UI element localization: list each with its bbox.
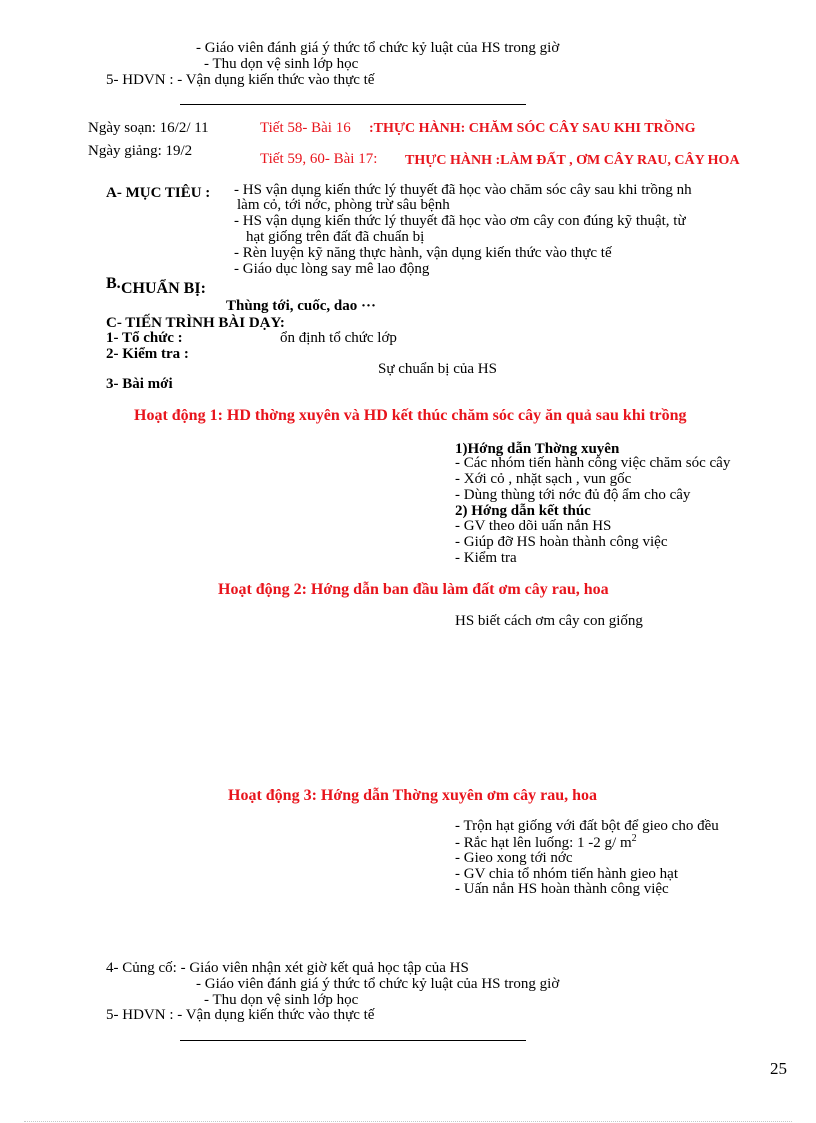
hd3-item-4: - GV chia tổ nhóm tiến hành gieo hạt [455, 866, 679, 882]
cung-co: 4- Củng cố: - Giáo viên nhận xét giờ kết quả học tập của HS [106, 960, 469, 976]
tien-trinh-heading: C- TIẾN TRÌNH BÀI DẠY: [106, 315, 285, 331]
hd1-item-2: - Xới cỏ , nhặt sạch , vun gốc [455, 471, 632, 487]
hd3-item-5: - Uấn nắn HS hoàn thành công việc [455, 881, 669, 897]
hd1-item-4: - GV theo dõi uấn nắn HS [455, 518, 612, 534]
kiem-tra-value: Sự chuẩn bị của HS [378, 361, 497, 377]
ngay-soan: Ngày soạn: 16/2/ 11 [88, 120, 209, 136]
hd3-item-2 [455, 835, 637, 851]
hd3-item-1: - Trộn hạt giống với đất bột để gieo cho đều [455, 818, 719, 834]
muc-tieu-item-3: - Rèn luyện kỹ năng thực hành, vận dụng kiến thức vào thực tế [234, 245, 612, 261]
top-divider [180, 104, 526, 105]
muc-tieu-item-2b: hạt giống trên đất đã chuẩn bị [246, 229, 425, 245]
hd3-item-2-text: - Rắc hạt lên luống: 1 -2 g/ m [455, 835, 632, 851]
bottom-line-1: - Giáo viên đánh giá ý thức tổ chức kỷ luật của HS trong giờ [196, 976, 560, 992]
kiem-tra-label: 2- Kiểm tra : [106, 346, 189, 362]
tiet-1-title: :THỰC HÀNH: CHĂM SÓC CÂY SAU KHI TRỒNG [369, 121, 696, 136]
muc-tieu-item-4: - Giáo dục lòng say mê lao động [234, 261, 430, 277]
hd1-item-1: - Các nhóm tiến hành công việc chăm sóc cây [455, 455, 731, 471]
bottom-hdvn: 5- HDVN : - Vận dụng kiến thức vào thực tế [106, 1007, 375, 1023]
hoat-dong-2-title: Hoạt động 2: Hớng dẫn ban đầu làm đất ơm cây rau, hoa [218, 581, 609, 598]
to-chuc-value: ổn định tổ chức lớp [280, 330, 397, 346]
top-line-1: - Giáo viên đánh giá ý thức tổ chức kỷ luật của HS trong giờ [196, 40, 560, 56]
hoat-dong-3-title: Hoạt động 3: Hớng dẫn Thờng xuyên ơm cây rau, hoa [228, 787, 598, 804]
chuan-bi-content: Thùng tới, cuốc, dao ··· [226, 298, 377, 314]
hoat-dong-1-title: Hoạt động 1: HD thờng xuyên và HD kết thúc chăm sóc cây ăn quả sau khi trồng [134, 407, 687, 424]
hd1-item-6: - Kiểm tra [455, 550, 517, 566]
hd3-item-2-sup: 2 [631, 833, 637, 844]
top-line-2: - Thu dọn vệ sinh lớp học [204, 56, 359, 72]
to-chuc-label: 1- Tổ chức : [106, 330, 183, 346]
bottom-divider [180, 1040, 526, 1041]
muc-tieu-item-1: - HS vận dụng kiến thức lý thuyết đã học vào chăm sóc cây sau khi trồng nh [234, 182, 692, 198]
ngay-giang: Ngày giảng: 19/2 [88, 143, 193, 159]
chuan-bi-letter: B. [106, 275, 121, 292]
hd1-sub-1: 1)Hớng dẫn Thờng xuyên [455, 441, 620, 457]
bottom-line-2: - Thu dọn vệ sinh lớp học [204, 992, 359, 1008]
hd3-item-3: - Gieo xong tới nớc [455, 850, 573, 866]
muc-tieu-item-1b: làm cỏ, tới nớc, phòng trừ sâu bệnh [237, 197, 450, 213]
muc-tieu-heading: A- MỤC TIÊU : [106, 185, 211, 201]
page-number: 25 [770, 1059, 787, 1078]
chuan-bi-heading: CHUẨN BỊ: [121, 280, 206, 297]
hd1-sub-2: 2) Hớng dẫn kết thúc [455, 503, 591, 519]
top-hdvn: 5- HDVN : - Vận dụng kiến thức vào thực tế [106, 72, 375, 88]
tiet-2-prefix: Tiết 59, 60- Bài 17: [260, 151, 378, 167]
hd2-content: HS biết cách ơm cây con giống [455, 613, 643, 629]
bai-moi-label: 3- Bài mới [106, 376, 173, 392]
hd1-item-3: - Dùng thùng tới nớc đủ độ ẩm cho cây [455, 487, 691, 503]
hd1-item-5: - Giúp đỡ HS hoàn thành công việc [455, 534, 668, 550]
tiet-2-title: THỰC HÀNH :LÀM ĐẤT , ƠM CÂY RAU, CÂY HOA [405, 153, 740, 168]
muc-tieu-item-2: - HS vận dụng kiến thức lý thuyết đã học vào ơm cây con đúng kỹ thuật, từ [234, 213, 686, 229]
page-edge-line [24, 1121, 792, 1122]
tiet-1-prefix: Tiết 58- Bài 16 [260, 120, 351, 136]
